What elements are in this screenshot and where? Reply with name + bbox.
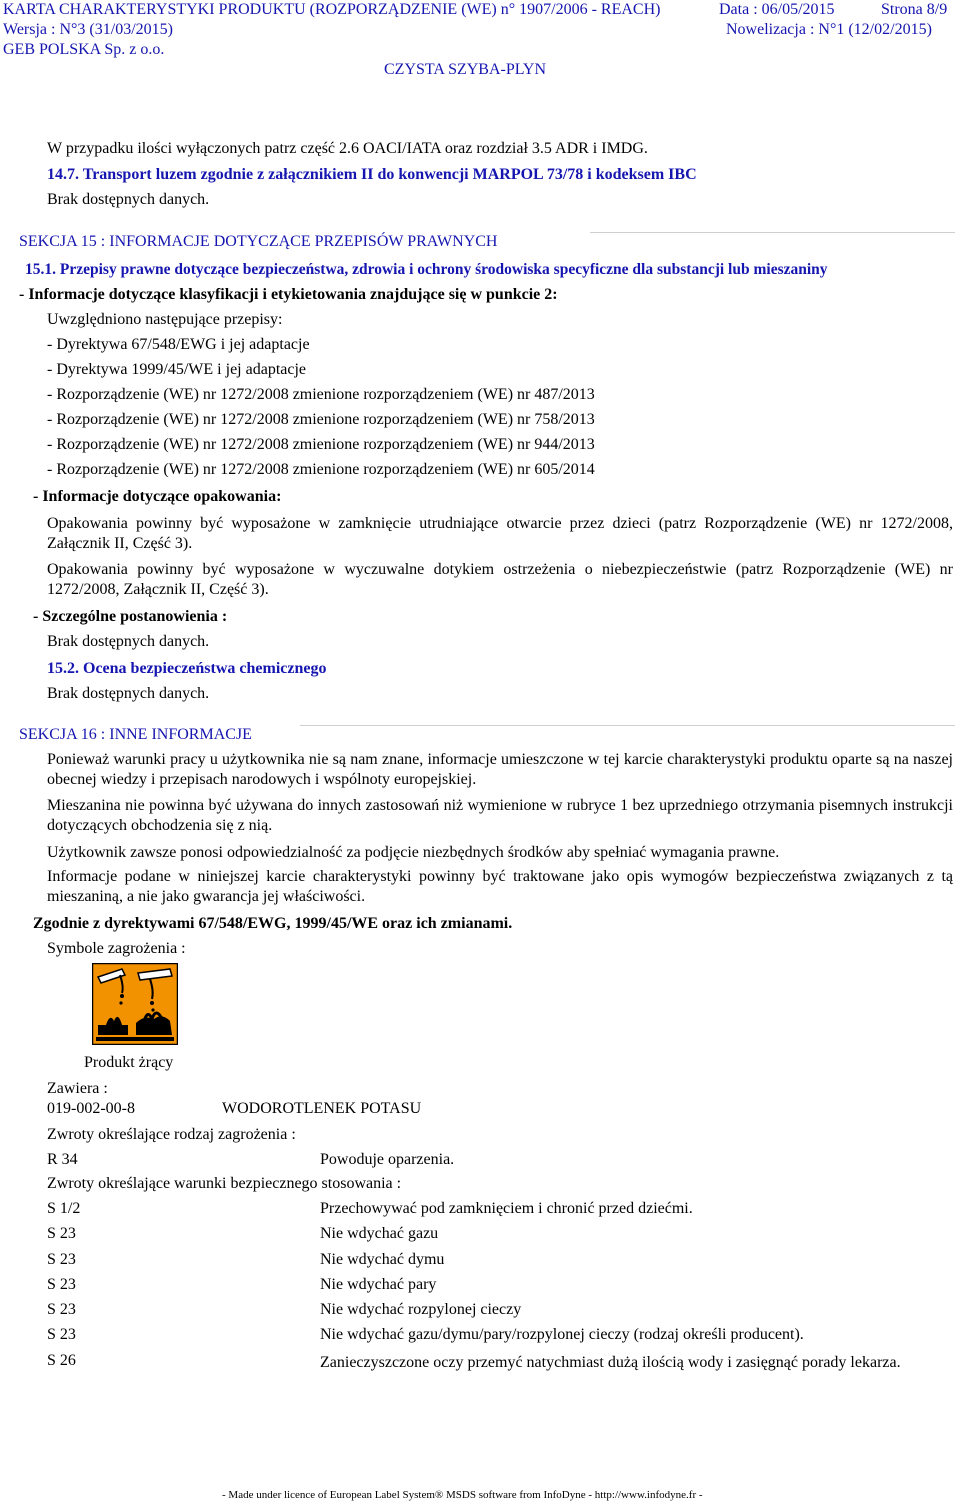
s-phrase-code: S 1/2: [47, 1200, 81, 1217]
footer-credit: - Made under licence of European Label System® MSDS software from InfoDyne - http://www.infodyne.fr -: [222, 1489, 703, 1501]
reg-item: - Dyrektywa 67/548/EWG i jej adaptacje: [47, 336, 310, 353]
s151-title: [25, 261, 828, 279]
contains-code: 019-002-00-8: [47, 1100, 135, 1117]
s-phrase-code: S 23: [47, 1301, 76, 1318]
s-phrase-code: S 23: [47, 1276, 76, 1293]
reg-item: - Rozporządzenie (WE) nr 1272/2008 zmienione rozporządzeniem (WE) nr 605/2014: [47, 461, 595, 478]
s-phrase-text: Nie wdychać pary: [320, 1276, 437, 1293]
symbols-label: Symbole zagrożenia :: [47, 940, 186, 957]
s-phrase-code: S 26: [47, 1352, 76, 1369]
symbol-caption: Produkt żrący: [84, 1054, 174, 1071]
s-phrase-code: S 23: [47, 1251, 76, 1268]
s-phrase-text: Nie wdychać gazu/dymu/pary/rozpylonej cieczy (rodzaj określi producent).: [320, 1326, 804, 1343]
s-phrases-label: Zwroty określające warunki bezpiecznego stosowania :: [47, 1175, 402, 1192]
header-title: KARTA CHARAKTERYSTYKI PRODUKTU (ROZPORZĄDZENIE (WE) n° 1907/2006 - REACH): [3, 1, 661, 18]
header-revision: Nowelizacja : N°1 (12/02/2015): [726, 21, 932, 38]
r-phrases-label: Zwroty określające rodzaj zagrożenia :: [47, 1126, 296, 1143]
reg-item: - Rozporządzenie (WE) nr 1272/2008 zmienione rozporządzeniem (WE) nr 487/2013: [47, 386, 595, 403]
s-phrase-code: S 23: [47, 1326, 76, 1343]
reg-item: - Rozporządzenie (WE) nr 1272/2008 zmienione rozporządzeniem (WE) nr 758/2013: [47, 411, 595, 428]
r-phrase-text: Powoduje oparzenia.: [320, 1151, 455, 1168]
s16-p1: Ponieważ warunki pracy u użytkownika nie są nam znane, informacje umieszczone w tej karcie charakterystyki produktu oparte są na naszej obecnej wiedzy i przepisach narodowych i wspólnoty europejskiej.: [47, 751, 953, 788]
r-phrase-code: R 34: [47, 1151, 78, 1168]
classification-title: - Informacje dotyczące klasyfikacji i etykietowania znajdujące się w punkcie 2:: [19, 286, 558, 303]
s-phrase-text: Nie wdychać rozpylonej cieczy: [320, 1301, 522, 1318]
s14-excepted-quantities: W przypadku ilości wyłączonych patrz część 2.6 OACI/IATA oraz rozdział 3.5 ADR i IMDG.: [47, 140, 648, 157]
s-phrase-text: Nie wdychać dymu: [320, 1251, 445, 1268]
header-product: CZYSTA SZYBA-PLYN: [384, 61, 547, 78]
reg-item: - Dyrektywa 1999/45/WE i jej adaptacje: [47, 361, 307, 378]
s-phrase-text: Zanieczyszczone oczy przemyć natychmiast dużą ilością wody i zasięgnąć porady lekarza.: [320, 1354, 901, 1371]
s-phrase-text: Nie wdychać gazu: [320, 1225, 439, 1242]
special-text: Brak dostępnych danych.: [47, 633, 210, 650]
s-phrase-code: S 23: [47, 1225, 76, 1242]
corrosive-hazard-icon: [92, 963, 178, 1045]
section-16-title: SEKCJA 16 : INNE INFORMACJE: [19, 726, 252, 743]
header-version: Wersja : N°3 (31/03/2015): [3, 21, 173, 38]
s152-title: 15.2. Ocena bezpieczeństwa chemicznego: [47, 660, 327, 677]
considered-label: Uwzględniono następujące przepisy:: [47, 311, 283, 328]
directives-title: Zgodnie z dyrektywami 67/548/EWG, 1999/45/WE oraz ich zmianami.: [33, 915, 513, 932]
s16-p3: Użytkownik zawsze ponosi odpowiedzialność za podjęcie niezbędnych środków aby spełniać wymagania prawne.: [47, 844, 780, 861]
section-16-rule: [300, 725, 955, 726]
section-15-title: SEKCJA 15 : INFORMACJE DOTYCZĄCE PRZEPISÓW PRAWNYCH: [19, 233, 498, 250]
section-15-rule: [590, 232, 955, 233]
header-company: GEB POLSKA Sp. z o.o.: [3, 41, 165, 58]
s152-text: Brak dostępnych danych.: [47, 685, 210, 702]
s151-title-text: 15.1. Przepisy prawne dotyczące bezpieczeństwa, zdrowia i ochrony środowiska specyficzne dla substancji lub mieszaniny: [25, 261, 828, 278]
contains-label: Zawiera :: [47, 1080, 108, 1097]
s16-p4: Informacje podane w niniejszej karcie charakterystyki powinny być traktowane jako opis wymogów bezpieczeństwa związanych z tą mieszaniną, a nie jako gwarancja jej właściwości.: [47, 868, 953, 905]
s147-title: 14.7. Transport luzem zgodnie z załącznikiem II do konwencji MARPOL 73/78 i kodeksem IBC: [47, 166, 697, 183]
s-phrase-text: Przechowywać pod zamknięciem i chronić przed dziećmi.: [320, 1200, 693, 1217]
s147-text: Brak dostępnych danych.: [47, 191, 210, 208]
header-date: Data : 06/05/2015: [719, 1, 835, 18]
reg-item: - Rozporządzenie (WE) nr 1272/2008 zmienione rozporządzeniem (WE) nr 944/2013: [47, 436, 595, 453]
packaging-p1: Opakowania powinny być wyposażone w zamknięcie utrudniające otwarcie przez dzieci (patrz Rozporządzenie (WE) nr 1272/2008, Załącznik II, Część 3).: [47, 515, 953, 552]
header-page: Strona 8/9: [881, 1, 948, 18]
packaging-p2: Opakowania powinny być wyposażone w wyczuwalne dotykiem ostrzeżenia o niebezpieczeństwie (patrz Rozporządzenie (WE) nr 1272/2008, Załącznik II, Część 3).: [47, 561, 953, 598]
packaging-title: - Informacje dotyczące opakowania:: [33, 488, 282, 505]
s16-p2: Mieszanina nie powinna być używana do innych zastosowań niż wymienione w rubryce 1 bez uprzedniego otrzymania pisemnych instrukcji dotyczących obchodzenia się z nią.: [47, 797, 953, 834]
special-title: - Szczególne postanowienia :: [33, 608, 228, 625]
contains-name: WODOROTLENEK POTASU: [222, 1100, 422, 1117]
